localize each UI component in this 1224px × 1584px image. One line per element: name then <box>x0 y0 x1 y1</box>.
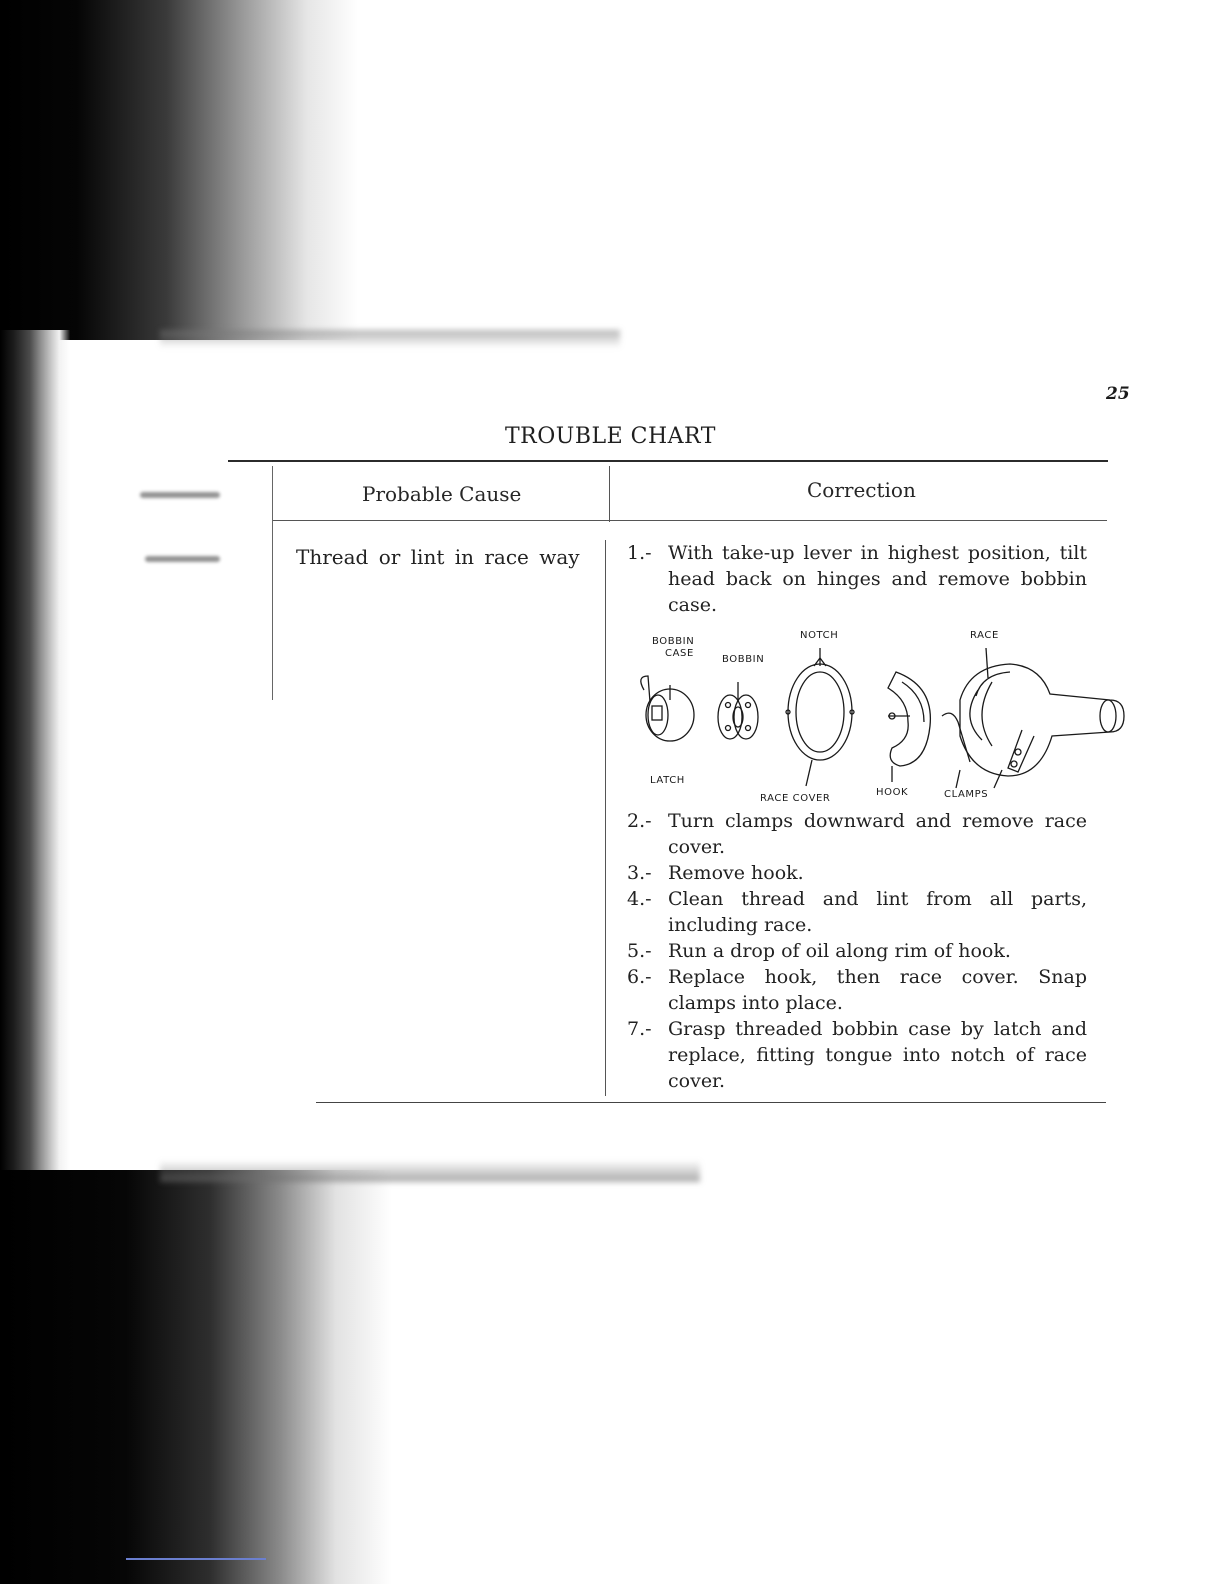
ink-smudge <box>145 556 220 562</box>
correction-steps-upper <box>627 540 1087 618</box>
step-text: Clean thread and lint from all parts, including race. <box>668 888 1087 936</box>
label-latch: LATCH <box>650 775 685 786</box>
header-bottom-rule <box>272 520 1107 521</box>
column-divider-lower <box>605 540 606 1096</box>
label-bobbin: BOBBIN <box>722 654 765 665</box>
step-number: 1.- <box>627 542 652 564</box>
step-number: 2.- <box>627 810 652 832</box>
step-number: 5.- <box>627 940 652 962</box>
step-item <box>627 938 1087 964</box>
hook-assembly-diagram <box>630 620 1130 810</box>
hook-drawing <box>888 672 930 782</box>
step-number: 4.- <box>627 888 652 910</box>
page-edge-top <box>160 330 620 348</box>
bobbin-drawing <box>718 682 758 739</box>
race-assembly-drawing <box>942 648 1124 788</box>
step-text: Replace hook, then race cover. Snap clamps into place. <box>668 966 1087 1014</box>
step-item <box>627 808 1087 860</box>
label-bobbin-case-2: CASE <box>665 648 694 659</box>
label-bobbin-case: BOBBIN <box>652 636 695 647</box>
page-title: TROUBLE CHART <box>505 424 716 449</box>
scan-shadow-top <box>0 0 640 340</box>
step-number: 7.- <box>627 1018 652 1040</box>
ink-smudge <box>140 492 220 498</box>
table-top-rule <box>228 460 1108 462</box>
step-text: Turn clamps downward and remove race cover. <box>668 810 1087 858</box>
table-bottom-rule <box>316 1102 1106 1103</box>
step-item <box>627 886 1087 938</box>
scan-shadow-bottom <box>0 1170 700 1584</box>
race-cover-drawing <box>786 648 854 786</box>
page-edge-bottom <box>160 1160 700 1182</box>
column-header-cause: Probable Cause <box>362 482 522 506</box>
cause-cell: Thread or lint in race way <box>296 545 580 569</box>
step-text: With take-up lever in highest position, tilt head back on hinges and remove bobbin case. <box>668 542 1087 616</box>
bobbin-case-drawing <box>641 676 694 741</box>
label-notch: NOTCH <box>800 630 839 641</box>
step-text: Run a drop of oil along rim of hook. <box>668 940 1011 962</box>
label-clamps: CLAMPS <box>944 789 989 800</box>
step-item <box>627 964 1087 1016</box>
scan-shadow-middle <box>0 330 270 1180</box>
step-number: 6.- <box>627 966 652 988</box>
step-item <box>627 860 1087 886</box>
step-text: Remove hook. <box>668 862 804 884</box>
column-divider <box>609 466 610 522</box>
footer-line <box>126 1558 266 1560</box>
label-hook: HOOK <box>876 787 909 798</box>
step-number: 3.- <box>627 862 652 884</box>
step-item <box>627 540 1087 618</box>
cause-left-rule <box>272 466 273 700</box>
step-text: Grasp threaded bobbin case by latch and replace, fitting tongue into notch of race cover. <box>668 1018 1087 1092</box>
label-race-cover: RACE COVER <box>760 793 831 804</box>
page-number: 25 <box>1106 384 1130 404</box>
column-header-correction: Correction <box>807 478 916 502</box>
label-race: RACE <box>970 630 999 641</box>
step-item <box>627 1016 1087 1094</box>
correction-steps-lower <box>627 808 1087 1094</box>
